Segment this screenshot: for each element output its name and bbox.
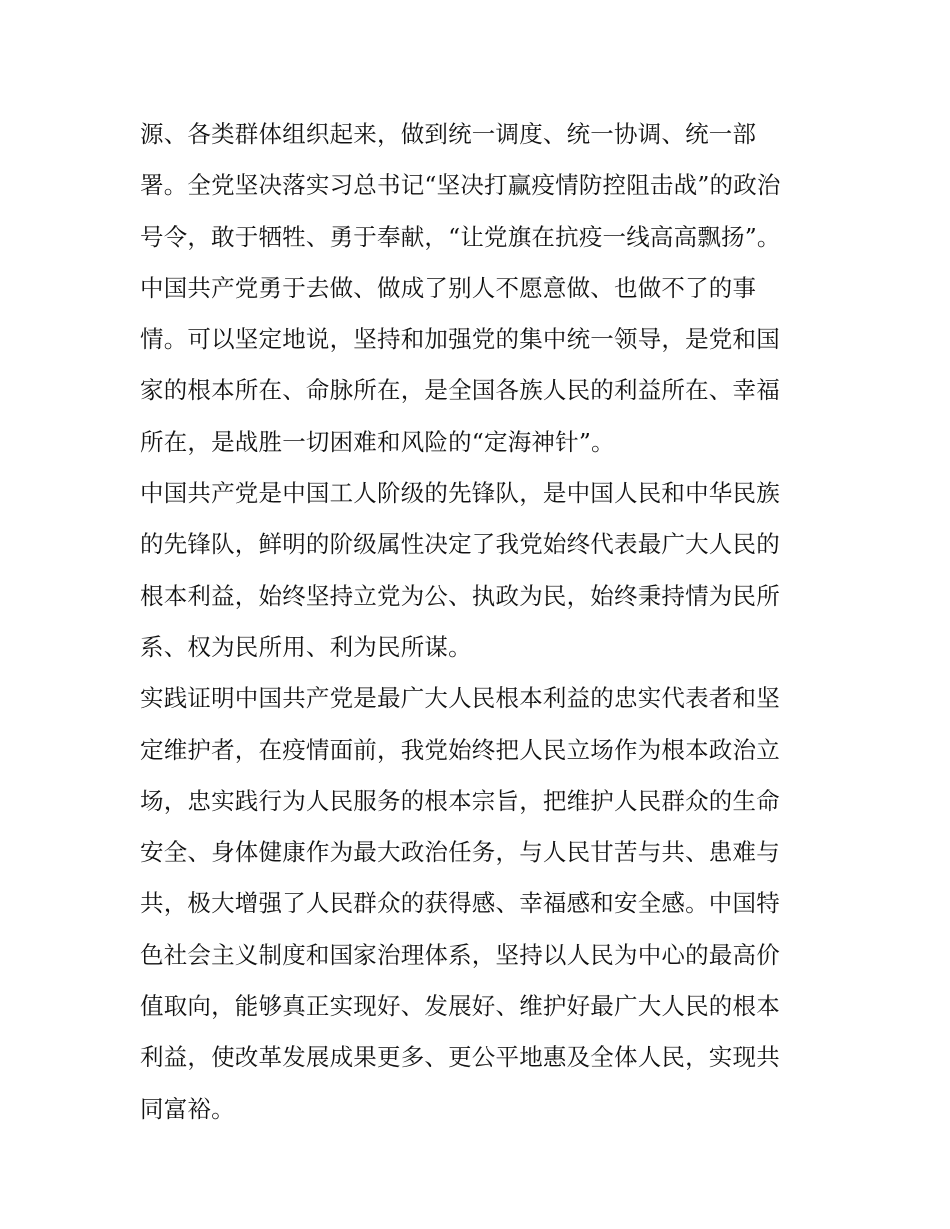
text-line: 实践证明中国共产党是最广大人民根本利益的忠实代表者和坚 [140,684,780,713]
text-line: 情。可以坚定地说，坚持和加强党的集中统一领导，是党和国 [140,325,780,354]
body-text [140,109,820,1135]
text-line: 定维护者，在疫情面前，我党始终把人民立场作为根本政治立 [140,735,780,764]
text-line: 中国共产党勇于去做、做成了别人不愿意做、也做不了的事 [140,273,757,302]
text-line: 同富裕。 [140,1094,235,1123]
text-line: 家的根本所在、命脉所在，是全国各族人民的利益所在、幸福 [140,376,780,405]
text-line: 安全、身体健康作为最大政治任务，与人民甘苦与共、患难与 [140,838,780,867]
text-line: 共，极大增强了人民群众的获得感、幸福感和安全感。中国特 [140,889,780,918]
text-line: 中国共产党是中国工人阶级的先锋队，是中国人民和中华民族 [140,479,780,508]
text-line: 源、各类群体组织起来，做到统一调度、统一协调、统一部 [140,120,757,148]
text-line: 号令，敢于牺牲、勇于奉献，“让党旗在抗疫一线高高飘扬”。 [140,222,781,251]
text-line: 值取向，能够真正实现好、发展好、维护好最广大人民的根本 [140,992,780,1021]
text-line: 的先锋队，鲜明的阶级属性决定了我党始终代表最广大人民的 [140,530,780,559]
text-line: 场，忠实践行为人民服务的根本宗旨，把维护人民群众的生命 [140,786,780,815]
text-line: 所在，是战胜一切困难和风险的“定海神针”。 [140,427,615,456]
text-line: 根本利益，始终坚持立党为公、执政为民，始终秉持情为民所 [140,581,780,610]
text-line: 利益，使改革发展成果更多、更公平地惠及全体人民，实现共 [140,1043,780,1072]
text-line: 色社会主义制度和国家治理体系，坚持以人民为中心的最高价 [140,940,780,969]
text-line: 署。全党坚决落实习总书记“坚决打赢疫情防控阻击战”的政治 [140,171,781,200]
text-line: 系、权为民所用、利为民所谋。 [140,632,472,661]
